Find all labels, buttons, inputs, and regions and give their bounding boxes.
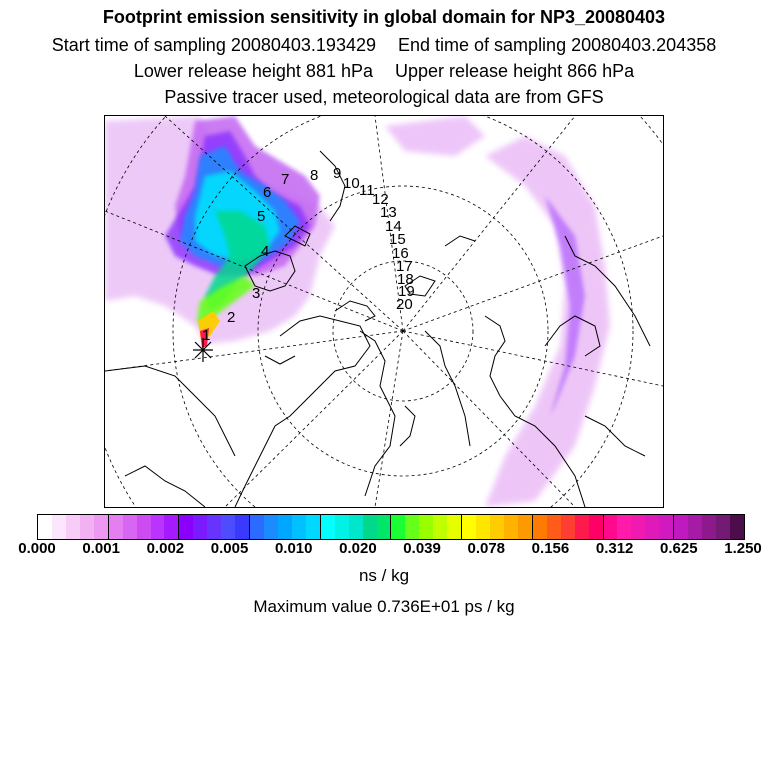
colorbar-tick-label: 0.312	[595, 540, 634, 557]
colorbar-swatch	[94, 515, 108, 539]
map-canvas	[105, 116, 663, 507]
colorbar-swatch	[349, 515, 363, 539]
colorbar-swatch	[306, 515, 320, 539]
release-height-line	[0, 61, 768, 81]
trajectory-label-19: 19	[398, 283, 415, 300]
trajectory-label-14: 14	[385, 218, 402, 235]
colorbar-swatch	[405, 515, 419, 539]
colorbar-swatch	[547, 515, 561, 539]
colorbar-swatch	[52, 515, 66, 539]
trajectory-label-5: 5	[257, 208, 266, 225]
trajectory-label-20: 20	[396, 296, 413, 313]
colorbar-swatch	[377, 515, 391, 539]
trajectory-label-6: 6	[263, 184, 272, 201]
colorbar-swatch	[137, 515, 151, 539]
colorbar-tick-label: 0.005	[210, 540, 249, 557]
colorbar-swatch	[164, 515, 178, 539]
colorbar-swatch	[645, 515, 659, 539]
trajectory-label-11: 11	[359, 182, 375, 199]
map-title: Footprint emission sensitivity in global domain for NP3_20080403	[102, 7, 666, 27]
colorbar-tick-label: 0.000	[18, 540, 56, 557]
trajectory-label-7: 7	[281, 171, 290, 188]
colorbar-swatch	[561, 515, 575, 539]
colorbar-tick-label: 0.020	[339, 540, 377, 557]
trajectory-label-12: 12	[372, 191, 389, 208]
trajectory-label-3: 3	[252, 285, 261, 302]
colorbar-swatch	[193, 515, 207, 539]
colorbar-swatch	[476, 515, 490, 539]
colorbar-tick-label: 0.156	[531, 540, 570, 557]
colorbar-swatch	[335, 515, 349, 539]
colorbar-swatch	[320, 515, 335, 539]
colorbar	[37, 514, 745, 540]
end-time-label: End time of sampling 20080403.204358	[398, 35, 717, 55]
colorbar-swatch	[589, 515, 603, 539]
colorbar-swatch	[66, 515, 80, 539]
colorbar-swatch	[688, 515, 702, 539]
trajectory-label-10: 10	[343, 175, 360, 192]
trajectory-label-15: 15	[389, 231, 406, 248]
upper-height-label: Upper release height 866 hPa	[395, 61, 635, 81]
colorbar-swatch	[490, 515, 504, 539]
colorbar-swatch	[575, 515, 589, 539]
colorbar-swatch	[461, 515, 476, 539]
colorbar-swatch	[249, 515, 264, 539]
trajectory-label-9: 9	[333, 165, 342, 182]
colorbar-swatch	[433, 515, 447, 539]
colorbar-swatch	[504, 515, 518, 539]
colorbar-tick-label: 0.002	[146, 540, 185, 557]
colorbar-swatch	[221, 515, 235, 539]
colorbar-swatch	[38, 515, 52, 539]
trajectory-label-13: 13	[380, 204, 397, 221]
colorbar-tick-label: 1.250	[724, 540, 762, 557]
colorbar-tick-label: 0.078	[467, 540, 506, 557]
colorbar-swatch	[390, 515, 405, 539]
colorbar-swatch	[80, 515, 94, 539]
polar-map-panel	[104, 115, 664, 508]
colorbar-swatch	[292, 515, 306, 539]
colorbar-tick-label: 0.039	[403, 540, 441, 557]
colorbar-tick-label: 0.625	[660, 540, 698, 557]
colorbar-ticks	[0, 540, 768, 560]
trajectory-label-17: 17	[396, 258, 413, 275]
colorbar-tick-label: 0.001	[82, 540, 120, 557]
colorbar-swatch	[108, 515, 123, 539]
colorbar-swatch	[278, 515, 292, 539]
colorbar-swatch	[419, 515, 433, 539]
trajectory-label-16: 16	[392, 245, 409, 262]
colorbar-swatch	[716, 515, 730, 539]
start-time-label: Start time of sampling 20080403.193429	[51, 35, 376, 55]
colorbar-swatch	[617, 515, 631, 539]
colorbar-swatch	[659, 515, 673, 539]
units-label: ns / kg	[358, 566, 410, 585]
colorbar-tick-label: 0.010	[274, 540, 313, 557]
colorbar-swatch	[532, 515, 547, 539]
lower-height-label: Lower release height 881 hPa	[133, 61, 373, 81]
max-value-label: Maximum value 0.736E+01 ps / kg	[253, 597, 515, 616]
colorbar-swatch	[123, 515, 137, 539]
colorbar-swatch	[178, 515, 193, 539]
trajectory-label-8: 8	[310, 167, 319, 184]
trajectory-label-4: 4	[261, 243, 270, 260]
colorbar-swatch	[702, 515, 716, 539]
colorbar-swatch	[603, 515, 618, 539]
colorbar-swatch	[631, 515, 645, 539]
trajectory-label-2: 2	[227, 309, 236, 326]
colorbar-swatch	[518, 515, 532, 539]
trajectory-label-18: 18	[397, 271, 414, 288]
colorbar-swatch	[151, 515, 165, 539]
tracer-note: Passive tracer used, meteorological data are from GFS	[164, 87, 604, 107]
colorbar-swatch	[363, 515, 377, 539]
colorbar-swatch	[673, 515, 688, 539]
colorbar-swatch	[235, 515, 249, 539]
trajectory-label-1: 1	[202, 327, 211, 344]
colorbar-swatch	[264, 515, 278, 539]
colorbar-swatch	[447, 515, 461, 539]
colorbar-swatch	[207, 515, 221, 539]
sampling-time-line	[0, 35, 768, 55]
colorbar-swatch	[730, 515, 744, 539]
